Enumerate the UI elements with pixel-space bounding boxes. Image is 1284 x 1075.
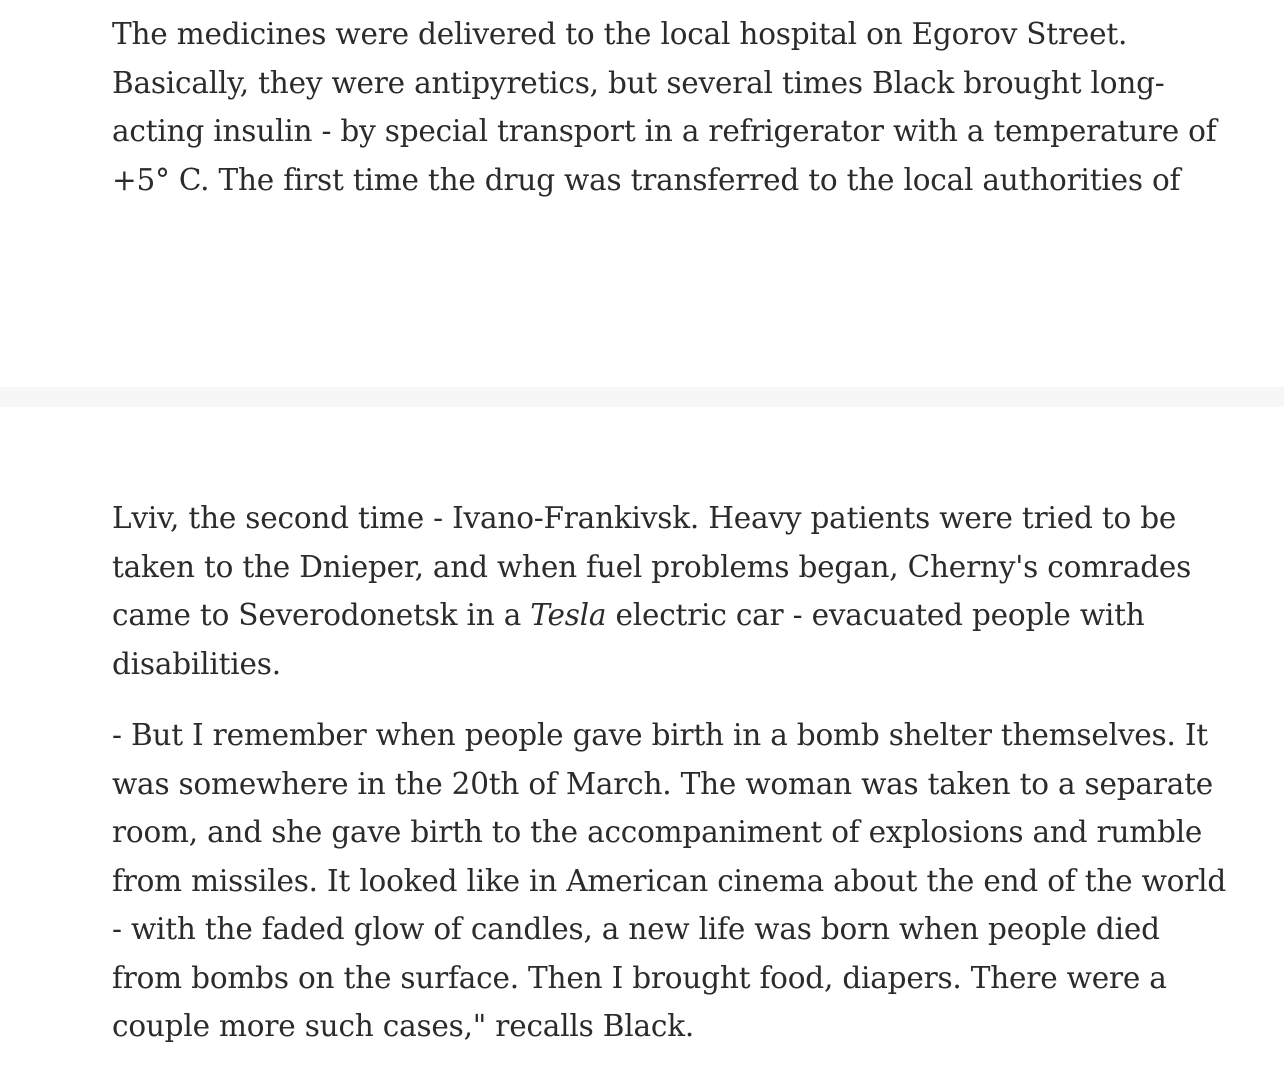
text-line: couple more such cases," recalls Black. (112, 1009, 695, 1043)
paragraph-text (112, 494, 1192, 688)
article-paragraph-medicines (112, 10, 1217, 204)
text-line: The medicines were delivered to the local hospital on Egorov Street. (112, 17, 1128, 51)
text-line (112, 591, 1182, 640)
text-line: Basically, they were antipyretics, but several times Black brought long- (112, 65, 1165, 100)
text-line: taken to the Dnieper, and when fuel problems began, Cherny's comrades (112, 549, 1192, 584)
text-line: Lviv, the second time - Ivano-Frankivsk. Heavy patients were tried to be (112, 501, 1177, 535)
section-divider (0, 387, 1284, 407)
paragraph-text (112, 711, 1227, 1051)
text-segment: came to Severodonetsk in a (112, 598, 531, 632)
text-line: was somewhere in the 20th of March. The woman was taken to a separate (112, 766, 1214, 801)
text-line: - with the faded glow of candles, a new life was born when people died (112, 912, 1160, 946)
text-line: acting insulin - by special transport in a refrigerator with a temperature of (112, 114, 1217, 148)
italic-car-name: Tesla (530, 598, 607, 632)
article-paragraph-evacuation (112, 494, 1192, 688)
text-segment: electric car - evacuated people with (606, 598, 1145, 632)
text-line: from missiles. It looked like in American cinema about the end of the world (112, 863, 1227, 898)
text-line: +5° C. The first time the drug was transferred to the local authorities of (112, 162, 1181, 197)
paragraph-text (112, 10, 1217, 204)
article-paragraph-quote (112, 711, 1227, 1051)
text-line: room, and she gave birth to the accompaniment of explosions and rumble (112, 815, 1203, 849)
text-line: - But I remember when people gave birth in a bomb shelter themselves. It (112, 718, 1208, 752)
text-line: disabilities. (112, 646, 281, 681)
text-line: from bombs on the surface. Then I brought food, diapers. There were a (112, 960, 1167, 995)
